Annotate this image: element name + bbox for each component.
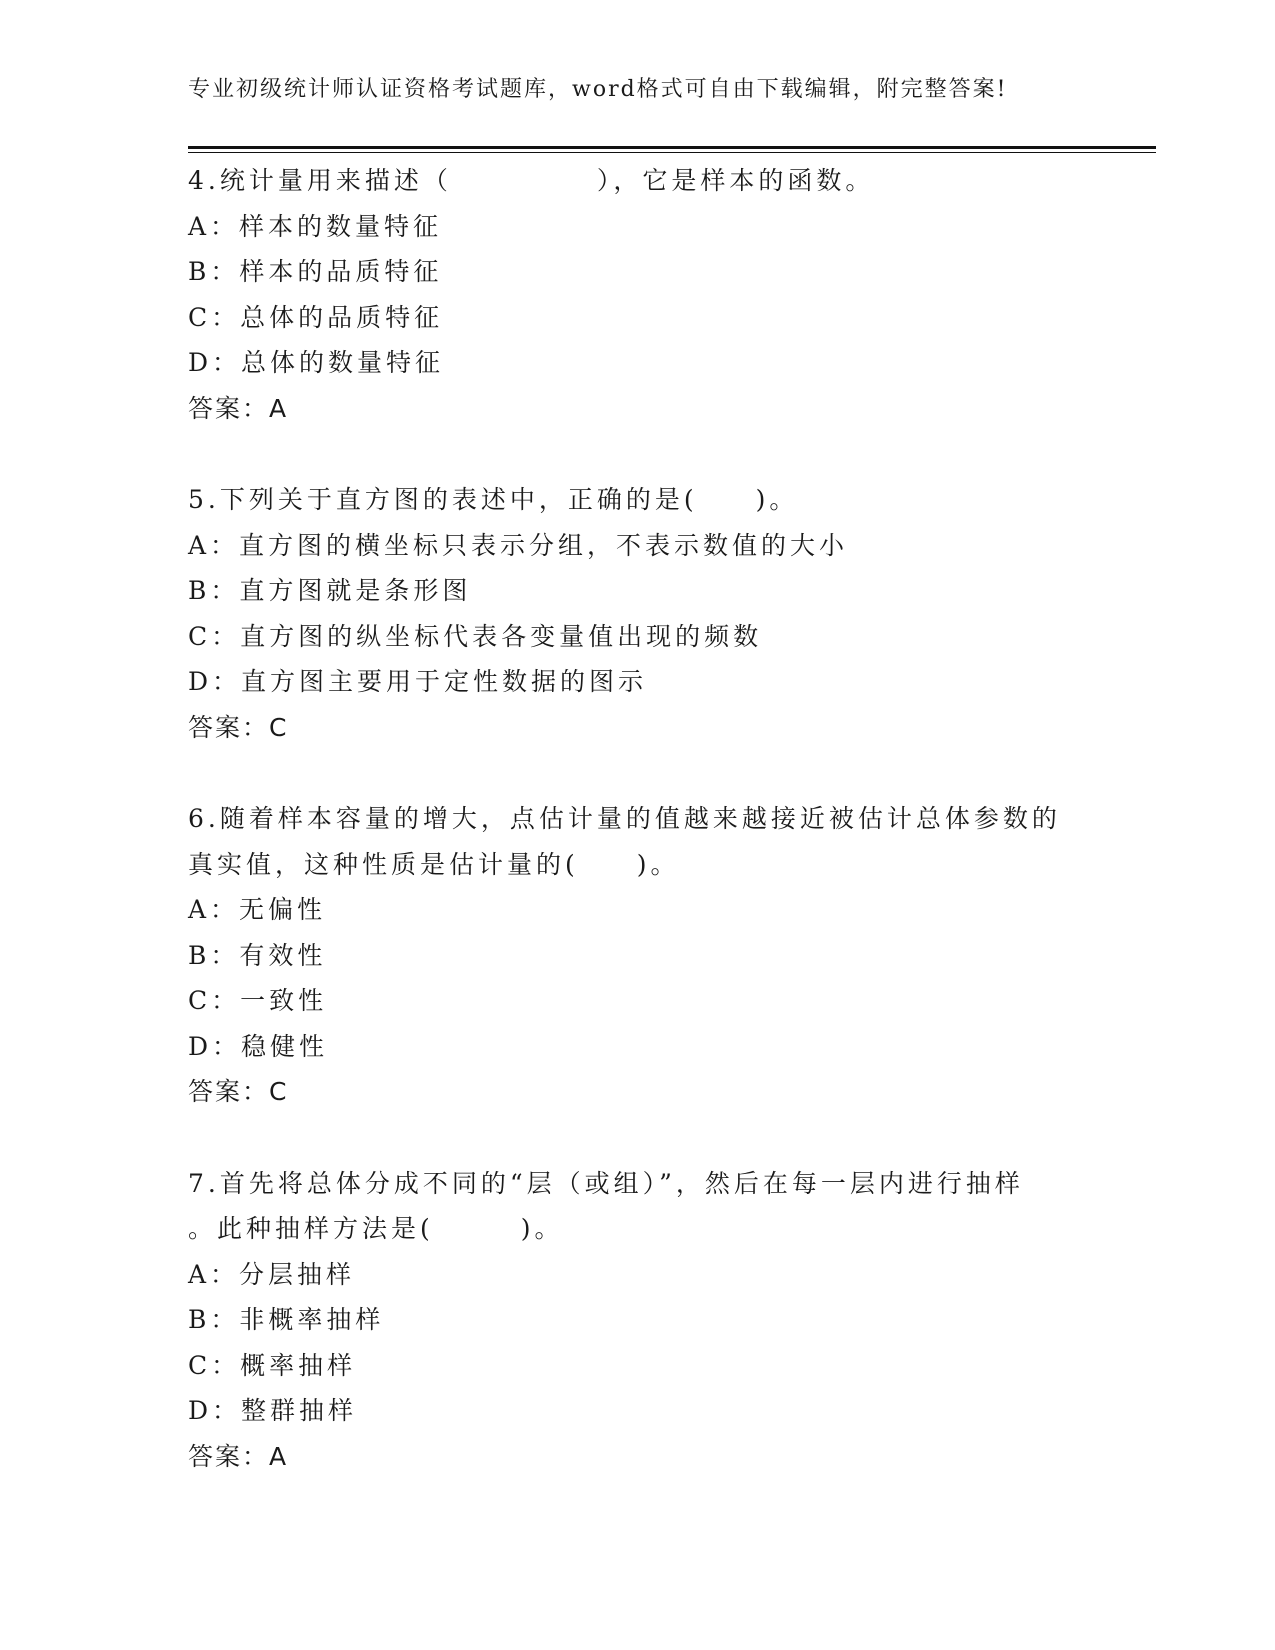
answer-label: 答案：A [188,393,289,423]
option-c: C：总体的品质特征 [188,302,444,332]
answer-label: 答案：A [188,1441,289,1471]
question-list [188,158,1088,1525]
option-b: B：非概率抽样 [188,1305,385,1334]
page-header: 专业初级统计师认证资格考试题库，word格式可自由下载编辑，附完整答案! [188,77,1008,102]
option-d: D：直方图主要用于定性数据的图示 [188,667,648,696]
option-a: A：直方图的横坐标只表示分组，不表示数值的大小 [188,530,849,560]
question-stem-line: 7.首先将总体分成不同的“层（或组）”，然后在每一层内进行抽样 [188,1168,1024,1198]
question-stem-line: 5.下列关于直方图的表述中，正确的是( )。 [188,485,799,514]
header-rule-thick [188,146,1156,149]
option-a: A：无偏性 [188,895,327,924]
option-c: C：一致性 [188,986,328,1015]
option-b: B：样本的品质特征 [188,257,443,286]
option-c: C：概率抽样 [188,1350,357,1380]
option-d: D：稳健性 [188,1031,329,1061]
question-stem-line: 。此种抽样方法是( )。 [188,1214,564,1243]
answer-label: 答案：C [188,1077,289,1106]
question-4 [188,158,1088,431]
option-b: B：直方图就是条形图 [188,576,472,605]
option-d: D：总体的数量特征 [188,348,445,377]
option-a: A：分层抽样 [188,1259,356,1289]
question-stem-line: 4.统计量用来描述（ ），它是样本的函数。 [188,166,875,195]
option-d: D：整群抽样 [188,1396,358,1425]
question-stem-line: 真实值，这种性质是估计量的( )。 [188,849,680,879]
option-c: C：直方图的纵坐标代表各变量值出现的频数 [188,621,763,651]
option-a: A：样本的数量特征 [188,211,443,241]
question-stem-line: 6.随着样本容量的增大，点估计量的值越来越接近被估计总体参数的 [188,804,1061,833]
option-b: B：有效性 [188,940,327,970]
question-5 [188,477,1088,750]
answer-label: 答案：C [188,712,289,742]
question-6 [188,796,1088,1115]
header-rule-thin [188,152,1156,153]
question-7 [188,1161,1088,1480]
